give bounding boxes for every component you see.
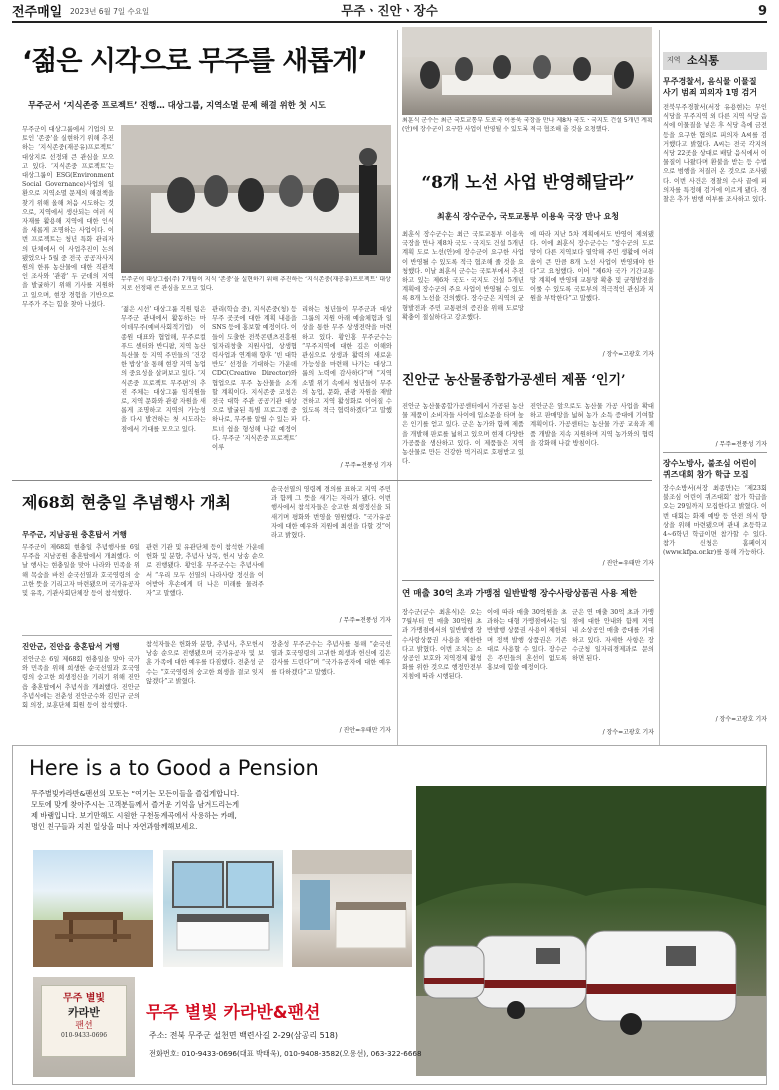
ad-box [12, 745, 767, 1085]
feature-photo-svg [402, 27, 652, 115]
ad-phones: 전화번호: 010-9433-0696(대표 박태욱), 010-9408-3582(오용선), 063-322-6668 [149, 1049, 422, 1058]
lead-col-5: 리하는 청년들이 무주군과 대상그룹의 지원 아래 예술체험과 일상을 통한 무주 상생전략을 마련하고 있다. 황인홍 무주군수는 “무주지역에 대한 깊은 이해와 관심으로 상생과 활력의 새로운 가능성을 마련해 나가는 대상그룹의 노력에 감사하다”며 “지역소멸 위기 속에서 청년들이 무주의 농업, 문화, 관광 자원을 재발견하고 지역 활성화로 이어질 수 있도록 적극 협력하겠다”고 말했다. [302, 306, 392, 424]
ad-intro-line-3: 제 바램입니다. 보기만해도 시원한 구천동계곡에서 사용하는 카페, [31, 811, 237, 820]
sidebar-item-1-title: 무주경찰서, 음식물 이물질 사기 범죄 피의자 1명 검거 [663, 77, 757, 97]
card-col-2: 이에 따라 매출 30억원을 초과하는 대형 가맹점에서는 일반발행 상품권 사용이 제한되며 정책 발행 상품권은 기존대로 사용할 수 있다. 장수군은 주민들의 혼선이 없도록 홍보에 힘쓸 예정이다. [487, 609, 567, 672]
masthead-rule [12, 21, 767, 23]
card-col-1: 장수군(군수 최훈식)은 오는 7월부터 연 매출 30억원 초과 가맹점에서의 일반발행 장수사랑상품권 사용을 제한한다고 밝혔다. 이번 조치는 소상공인 보호와 지역경제 활성화를 위한 것으로 행정안전부 지침에 따라 시행된다. [402, 609, 482, 681]
feature-col-1: 최훈식 장수군수는 최근 국토교통부 이용욱 국장을 만나 제8차 국도ㆍ국지도 건설 5개년 계획 도로 노선(안)에 장수군이 요구한 사업이 반영될 수 있도록 적극 협조해 줄 것을 요청했다. 이날 최훈식 군수는 국토부에서 추진하고 있는 제6차 국도ㆍ국지도 건설 5개년 계획에 장수군의 주요 사업이 반영될 수 있도록 8개 노선을 건의했다. 장수군은 지역의 균형발전과 주민 교통편의 증진을 위해 도로망 확충이 절실하다고 강조했다. [402, 231, 524, 321]
ad-sign-line-3: 팬션 [75, 1021, 93, 1032]
ad-address: 주소: 전북 무주군 설천면 백련사길 2-29(삼공리 518) [149, 1031, 338, 1040]
ad-photo-room [163, 850, 283, 967]
brand-headline: 진안군 농산물종합가공센터 제품 ‘인기’ [402, 373, 626, 388]
card-byline: / 장수=고광호 기자 [602, 729, 654, 736]
memorial-col-5: 참석자들은 헌화와 분향, 추념사, 추모헌시 낭송 순으로 진행됐으며 국가유공자 및 보훈 가족에 대한 예우를 다짐했다. 전춘성 군수는 “호국영령의 숭고한 희생을 결코 잊지 않겠다”고 밝혔다. [146, 641, 264, 685]
ad-intro-line-2: 모토에 맞게 찾아주시는 고객분들께서 즐거운 기억을 남겨드리는게 [31, 800, 240, 809]
memorial-sub-1: 무주군, 지남공원 충혼탑서 거행 [22, 530, 127, 539]
memorial-col-3: 순국선열의 영령께 경의를 표하고 지역 주민과 함께 그 뜻을 새기는 자리가 됐다. 이번 행사에서 참석자들은 숭고한 희생정신을 되새기며 평화와 번영을 염원했다. “국가유공자에 대한 예우와 지원에 최선을 다할 것”이라고 밝혔다. [271, 486, 391, 540]
sidebar-item-2-byline: / 장수=고광호 기자 [715, 716, 767, 723]
feature-photo-caption: 최훈식 군수는 최근 국토교통부 도로국 이용욱 국장을 만나 제8차 국도ㆍ국지도 건설 5개년 계획(안)에 장수군이 요구한 사업이 반영될 수 있도록 적극 협조해 줄 것을 요청했다. [402, 117, 653, 133]
sidebar-label [663, 52, 767, 70]
memorial-byline-2: / 진안=우태만 기자 [339, 727, 391, 734]
lead-headline: ‘젊은 시각으로 무주를 새롭게’ [22, 46, 367, 77]
caravan-1 [586, 931, 736, 1035]
ad-sign-line-1: 무주 별빛 [62, 993, 106, 1004]
sidebar-label-title: 소식통 [687, 54, 719, 67]
ad-photo-bedroom [292, 850, 412, 967]
ad-intro-line-4: 명인 친구들과 지친 일상을 떠나 자연과함께해보세요. [31, 822, 198, 831]
memorial-col-2: 관련 기관 및 유관단체 등이 참석한 가운데 헌화 및 분향, 추념사 낭독, 헌시 낭송 순으로 진행됐다. 황인홍 무주군수는 추념사에서 “우리 모두 선열의 나라사랑 정신을 이어받아 후손에게 더 나은 미래를 물려주자”고 말했다. [146, 544, 264, 598]
card-col-3: 군은 연 매출 30억 초과 가맹점에 대한 안내와 함께 지역 내 소상공인 매출 증대를 기대하고 있다. 자세한 사항은 장수군청 일자리경제과로 문의하면 된다. [572, 609, 654, 663]
paper-name: 전주매일 [12, 5, 63, 20]
memorial-col-6: 장춘성 무주군수는 추념사를 통해 “순국선열과 호국영령의 고귀한 희생과 헌신에 깊은 감사를 드린다”며 “국가유공자에 대한 예우를 다하겠다”고 말했다. [271, 641, 391, 676]
feature-byline: / 장수=고광호 기자 [602, 351, 654, 358]
sidebar-item-2-body: 장수소방서(서장 최종만)는 ‘제23회 불조심 어린이 퀴즈대회’ 참가 학급을 오는 29일까지 모집한다고 밝혔다. 이번 대회는 화재 예방 등 안전 의식 향상을 위해 마련됐으며 관내 초등학교 4~6학년 학급이면 참가할 수 있다. 참가 신청은 홈페이지(www.kfpa.or.kr)를 통해 가능하다. [663, 485, 767, 557]
lead-photo-caption: 무주군이 대상그룹(주) 7개팀이 지식 ‘존중’을 실현하기 위해 추진하는 ‘지식존중(재공유)프로젝트’ 대상지로 선정돼 큰 관심을 모으고 있다. [121, 276, 391, 292]
ad-photo-deck-svg [33, 850, 153, 967]
lead-byline: / 무주=전풍성 기자 [340, 462, 392, 469]
memorial-headline: 제68회 현충일 추념행사 개최 [22, 493, 231, 512]
ad-sign-board [41, 985, 127, 1057]
lead-col-1: 무주군이 대상그룹에서 기업의 모토인 ‘존중’을 실현하기 위해 추진하는 ‘지식존중(재공유)프로젝트’ 대상지로 선정돼 큰 관심을 모으고 있다. ‘지식존중 프로젝트’는 대상그룹이 ESG(Environment Social Governance)사업의 일환으로 지역소멸 문제의 해결책을 찾기 위해 올해 처음 시도하는 것으로, 지역에서 생산되는 여러 식자재를 활용해 지역에 대한 인식을 새롭게 조명하는 사업이다. 이번 프로젝트는 청년 특화 관리자의 단체에서 이 사업추진이 논의됐었으나 5월 중 전국 공공자사지원의 한류 농산물에 대한 직관적인 조사와 ‘관광’ 두 군데의 지역을 발굴하기 위해 기사를 지원하고 있으며, 현장 경험을 기반으로 무주가 주는 힘을 찾아 나섰다. [22, 126, 114, 308]
sidebar-item-1-byline: / 무주=전풍성 기자 [715, 441, 767, 448]
ad-sign-line-2: 카라반 [68, 1005, 100, 1019]
lead-col-3: ‘젊은 시선’ 대상그룹 직원 팀은 무주군 관내에서 활동하는 마이데무주(예비사회적기업) 이종원 대표와 협업해, 무주로컬푸드 센터와 반디팜, 지역 농산 특산물 등 지역 주민들의 ‘건강한 밥상’을 통해 현장 지역 농업의 중요성을 살펴보고 있다. ‘지식존중 프로젝트 무주편’의 추진 주체는 대상그룹 임직원들로, 지역 문화와 관광 자원을 새롭게 조명하고 지역의 가능성을 다시 발견하는 첫 시도라는 점에서 기대를 모으고 있다. [121, 306, 206, 433]
caravan-3 [424, 946, 484, 998]
feature-headline: “8개 노선 사업 반영해달라” [421, 173, 635, 193]
feature-col-2: 에 따라 지난 5차 계획에서도 반영이 제외됐다. 이에 최훈식 장수군수는 “장수군의 도로망이 다른 지역보다 열악해 주민 생활에 어려움이 큰 만큼 8개 노선 사업이 반영돼야 한다”고 요청했다. 이어 “제6차 국가 기간교통망 계획에 반영돼 교통망 확충 및 균형발전을 이룰 수 있도록 국토부의 적극적인 관심과 지원을 부탁한다”고 말했다. [530, 231, 654, 303]
ad-photo-room-svg [163, 850, 283, 967]
page-number: 9 [757, 4, 767, 19]
memorial-sub-2: 진안군, 진안읍 충혼탑서 거행 [22, 642, 120, 651]
lead-col-4: 관리(학습 중), 지식존중(청) 등 무주 곳곳에 대한 계획 내용을 SNS 등에 홍보할 예정이다. 이들이 도출한 전북콘텐츠진흥원 일자리창출 지원사업, 상생협력사업과 연계해 향후 ‘빈 대학반도’ 선정을 기대하는 가운데 CDC(Creative Director)와 협업으로 무주 농산물을 소개할 계획이다. 지식존중 코칭은 전국 대학 주관 공공기관 대상으로 발굴된 특별 프로그램 중 하나로, 무주를 알릴 수 있는 파트너 쉽을 형성해 나갈 예정이다. 무주군 ‘지식존중 프로젝트’ 이루 [212, 306, 297, 452]
sidebar-item-1-body: 전북무주경찰서(서장 유용현)는 무인식당을 무주지역 외 다른 지역 식당 음식에 이물질을 넣은 후 식당 측에 금전 등을 요구한 혐의로 피의자 A씨를 검거했다고 밝혔다. A씨는 전국 각지의 식당 22곳을 상대로 배달 음식에서 이물질이 나왔다며 환불을 받는 등 수법으로 범행을 저질러 온 것으로 조사됐다. 이번 사건은 경찰의 수사 끝에 피의자를 특정해 검거에 이르게 됐다. 경찰은 추가 범행 여부를 조사하고 있다. [663, 104, 767, 204]
ad-photo-bedroom-svg [292, 850, 412, 967]
memorial-col-4: 진안군은 6일 제68회 현충일을 맞아 국가와 민족을 위해 희생한 순국선열과 호국영령의 숭고한 희생정신을 기리기 위해 진안읍 충혼탑에서 추념식을 개최했다. 진안군 추념식에는 전춘성 진안군수와 김민규 군의회 의장, 보훈단체 회원 등이 참석했다. [22, 656, 140, 710]
ad-sign-photo [33, 977, 135, 1077]
lead-subhead: 무주군서 ‘지식존중 프로젝트’ 진행… 대상그룹, 지역소멸 문제 해결 위한 첫 시도 [28, 100, 326, 110]
ad-sign-phone: 010-9433-0696 [60, 1032, 108, 1040]
ad-intro [31, 788, 411, 832]
feature-subhead: 최훈식 장수군수, 국토교통부 이용욱 국장 만나 요청 [436, 212, 620, 221]
ad-name: 무주 별빛 카라반&팬션 [146, 1003, 321, 1023]
ad-photo-caravans [416, 786, 766, 1076]
memorial-byline-1: / 무주=전풍성 기자 [339, 617, 391, 624]
card-headline: 연 매출 30억 초과 가맹점 일반발행 장수사랑상품권 사용 제한 [402, 589, 638, 599]
caravan-2 [476, 936, 586, 1019]
ad-photo-caravans-svg [416, 786, 766, 1076]
lead-photo [121, 125, 391, 273]
brand-byline: / 진안=우태만 기자 [602, 560, 654, 567]
sidebar-label-region: 지역 [667, 56, 681, 64]
sidebar-item-2-title: 장수노방사, 불조심 어린이 퀴즈대회 참가 학급 모집 [663, 459, 757, 479]
section-title: 무주ㆍ진안ㆍ장수 [341, 3, 438, 18]
ad-tagline: Here is a to Good a Pension [29, 756, 319, 780]
lead-photo-svg [121, 125, 391, 273]
memorial-col-1: 무주군이 제68회 현충일 추념행사를 6일 무주읍 지남공원 충혼탑에서 개최했다. 이날 행사는 현충일을 맞아 나라와 민족을 위해 목숨을 바친 순국선열과 호국영령의 숭고한 뜻을 기리고자 마련됐으며 국가유공자 및 유족, 기관사회단체장 등이 참석했다. [22, 544, 140, 598]
ad-photo-deck [33, 850, 153, 967]
issue-date: 2023년 6월 7일 수요일 [70, 7, 150, 16]
brand-col-1: 진안군 농산물종합가공센터에서 가공된 농산물 제품이 소비자들 사이에 입소문을 타며 높은 인기를 얻고 있다. 군은 농가와 함께 제품을 개발해 판로를 넓히고 있으며 현재 다양한 가공품을 생산하고 있다. 이 제품들은 지역 농산물로 만든 건강한 먹거리로 호평받고 있다. [402, 403, 524, 466]
brand-col-2: 진안군은 앞으로도 농산물 가공 사업을 확대하고 판매망을 넓혀 농가 소득 증대에 기여할 계획이다. 가공센터는 농산물 가공 교육과 제품 개발을 지속 지원하며 지역 농가와의 협력을 강화해 나갈 방침이다. [530, 403, 654, 447]
feature-photo [402, 27, 652, 115]
ad-intro-line-1: 무주별빛카라반&팬션의 모토는 “여기는 모든이들을 즐겁게합니다. [31, 789, 240, 798]
